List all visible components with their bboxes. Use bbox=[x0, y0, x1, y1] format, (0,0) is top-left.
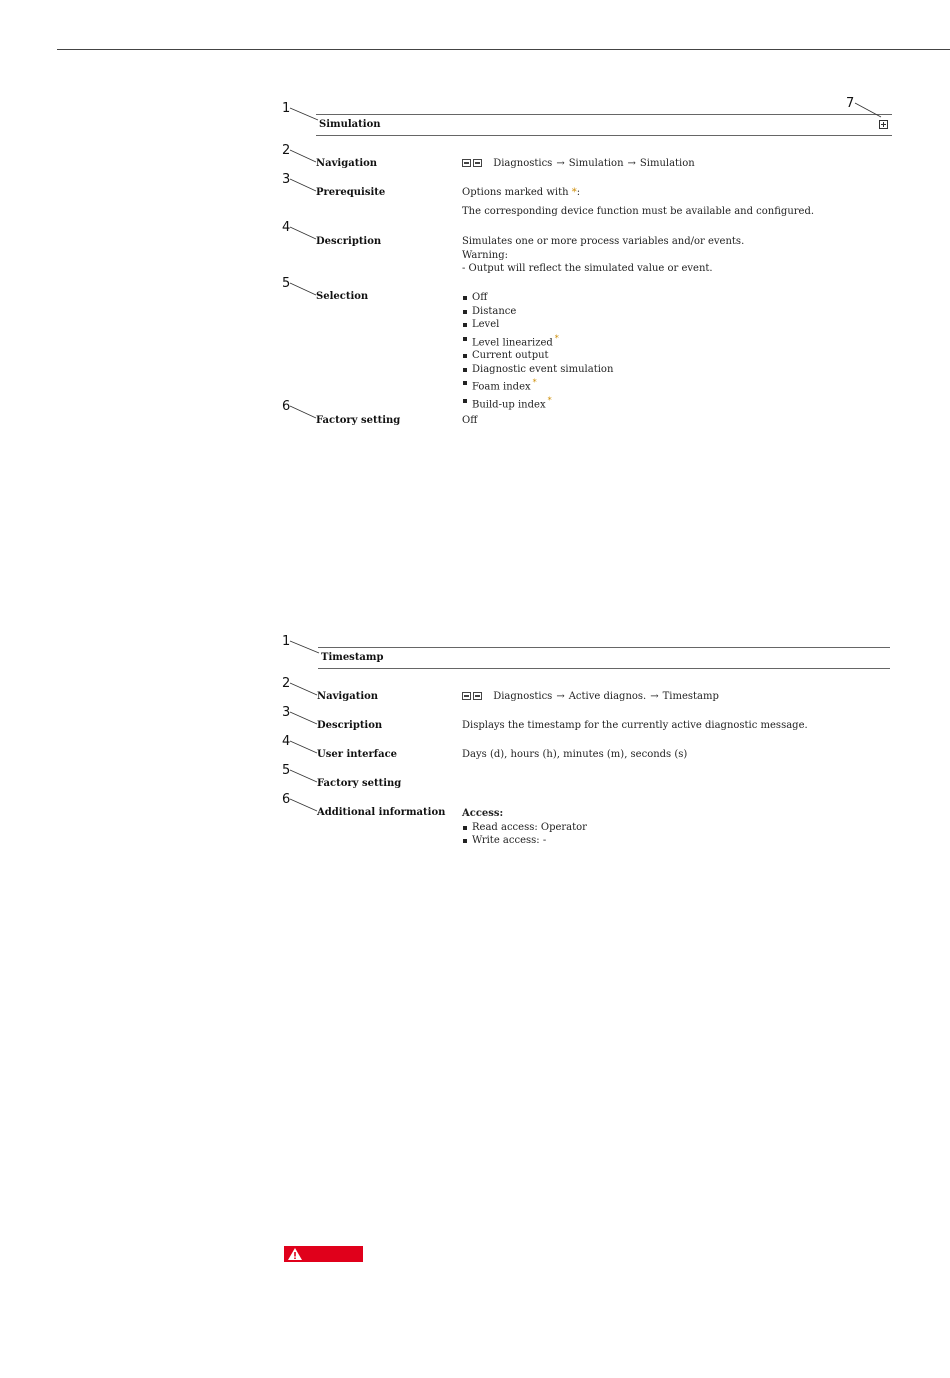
prerequisite-colon: : bbox=[576, 187, 581, 198]
nav-arrow: → bbox=[556, 691, 565, 702]
nav-path-step: Active diagnos. bbox=[568, 691, 647, 702]
nav-path-step: Diagnostics bbox=[493, 158, 553, 169]
page-top-rule bbox=[57, 49, 950, 50]
list-item: Foam index * bbox=[462, 376, 613, 394]
star-marker: * bbox=[547, 396, 552, 406]
list-item: Level bbox=[462, 318, 613, 332]
timestamp-description-label: Description bbox=[317, 720, 383, 731]
timestamp-factory-setting-label: Factory setting bbox=[317, 778, 402, 789]
warning-triangle-icon bbox=[287, 1247, 303, 1261]
timestamp-callout-3-leader bbox=[290, 712, 320, 726]
timestamp-user-interface-label: User interface bbox=[317, 749, 398, 760]
expert-menu-icon bbox=[462, 159, 471, 167]
nav-path-step: Simulation bbox=[568, 158, 624, 169]
list-item: Diagnostic event simulation bbox=[462, 363, 613, 377]
simulation-callout-5: 5 bbox=[282, 276, 291, 291]
prerequisite-line-2: The corresponding device function must be available and configured. bbox=[462, 206, 815, 217]
warning-banner bbox=[284, 1246, 363, 1262]
timestamp-additional-info-label: Additional information bbox=[317, 807, 446, 818]
display-menu-icon bbox=[473, 692, 482, 700]
description-line: Warning: bbox=[462, 249, 509, 261]
timestamp-callout-3: 3 bbox=[282, 705, 291, 720]
simulation-navigation-label: Navigation bbox=[316, 158, 378, 169]
simulation-factory-setting-label: Factory setting bbox=[316, 415, 401, 426]
simulation-selection-list bbox=[462, 291, 613, 412]
timestamp-callout-6-leader bbox=[290, 799, 320, 813]
simulation-callout-1-leader bbox=[290, 108, 320, 122]
timestamp-callout-2: 2 bbox=[282, 676, 291, 691]
timestamp-callout-5: 5 bbox=[282, 763, 291, 778]
simulation-callout-3: 3 bbox=[282, 172, 291, 187]
nav-arrow: → bbox=[556, 158, 565, 169]
list-item: Current output bbox=[462, 349, 613, 363]
timestamp-callout-4-leader bbox=[290, 741, 320, 755]
timestamp-callout-1: 1 bbox=[282, 634, 291, 649]
list-item: Read access: Operator bbox=[462, 821, 587, 835]
list-item: Off bbox=[462, 291, 613, 305]
timestamp-callout-4: 4 bbox=[282, 734, 291, 749]
timestamp-callout-5-leader bbox=[290, 770, 320, 784]
timestamp-callout-2-leader bbox=[290, 683, 320, 697]
list-item: Build-up index * bbox=[462, 394, 613, 412]
timestamp-user-interface-value: Days (d), hours (h), minutes (m), seconds (s) bbox=[462, 749, 688, 760]
simulation-callout-4: 4 bbox=[282, 220, 291, 235]
simulation-header-title: Simulation bbox=[319, 119, 381, 130]
simulation-factory-setting-value: Off bbox=[462, 415, 478, 426]
timestamp-callout-1-leader bbox=[290, 641, 322, 655]
star-marker: * bbox=[554, 333, 559, 343]
nav-arrow: → bbox=[627, 158, 636, 169]
nav-arrow: → bbox=[650, 691, 659, 702]
nav-path-step: Timestamp bbox=[662, 691, 719, 702]
timestamp-callout-6: 6 bbox=[282, 792, 291, 807]
timestamp-header-title: Timestamp bbox=[321, 652, 384, 663]
timestamp-navigation-path bbox=[462, 691, 719, 702]
timestamp-header-bottom-rule bbox=[318, 668, 890, 669]
simulation-header-top-rule bbox=[316, 114, 892, 115]
simulation-callout-7: 7 bbox=[846, 96, 855, 111]
list-item: Write access: - bbox=[462, 834, 587, 848]
simulation-callout-2: 2 bbox=[282, 143, 291, 158]
description-line: Simulates one or more process variables and/or events. bbox=[462, 236, 745, 247]
star-marker: * bbox=[571, 187, 577, 198]
simulation-navigation-path bbox=[462, 158, 695, 169]
access-title: Access: bbox=[462, 808, 504, 819]
simulation-callout-7-leader bbox=[855, 103, 885, 119]
description-line: - Output will reflect the simulated value or event. bbox=[462, 263, 713, 274]
simulation-description-value bbox=[462, 235, 744, 276]
nav-path-step: Diagnostics bbox=[493, 691, 553, 702]
simulation-header-bottom-rule bbox=[316, 135, 892, 136]
nav-path-step: Simulation bbox=[639, 158, 695, 169]
simulation-prerequisite-value bbox=[462, 187, 580, 198]
prerequisite-line-1: Options marked with bbox=[462, 187, 569, 198]
simulation-prerequisite-label: Prerequisite bbox=[316, 187, 386, 198]
simulation-callout-1: 1 bbox=[282, 101, 291, 116]
star-marker: * bbox=[532, 378, 537, 388]
list-item: Level linearized * bbox=[462, 332, 613, 350]
simulation-selection-label: Selection bbox=[316, 291, 369, 302]
timestamp-navigation-label: Navigation bbox=[317, 691, 379, 702]
display-menu-icon bbox=[473, 159, 482, 167]
simulation-callout-6: 6 bbox=[282, 399, 291, 414]
simulation-description-label: Description bbox=[316, 236, 382, 247]
timestamp-header-top-rule bbox=[318, 647, 890, 648]
expert-menu-icon bbox=[462, 692, 471, 700]
list-item: Distance bbox=[462, 305, 613, 319]
expert-access-icon bbox=[879, 120, 888, 129]
timestamp-additional-info-value bbox=[462, 807, 587, 848]
timestamp-description-value: Displays the timestamp for the currently active diagnostic message. bbox=[462, 720, 808, 731]
